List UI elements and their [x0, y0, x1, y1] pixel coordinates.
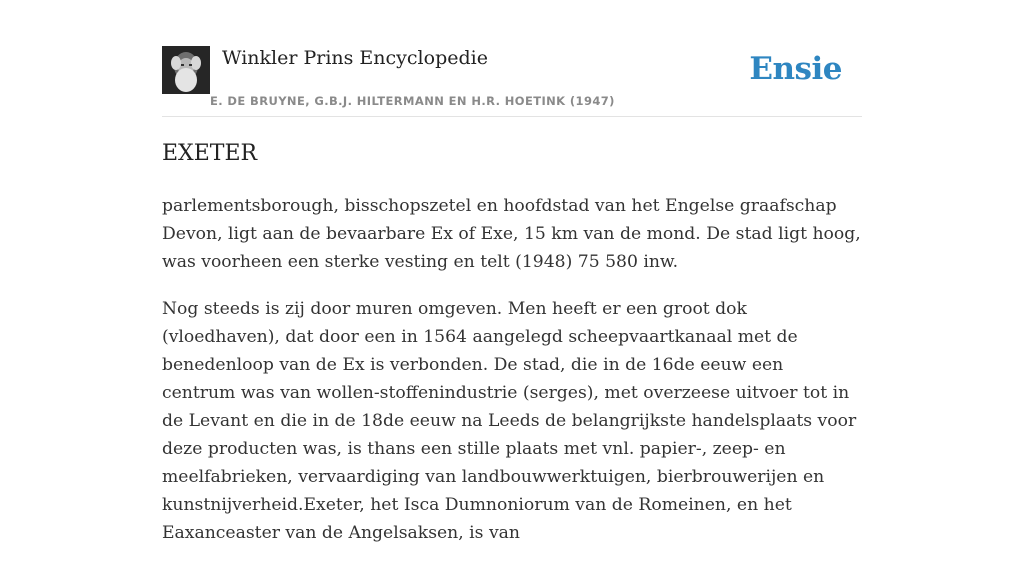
publication-title[interactable]: Winkler Prins Encyclopedie — [222, 47, 488, 69]
entry-body — [162, 192, 862, 566]
entry-paragraph: Nog steeds is zij door muren omgeven. Men heeft er een groot dok (vloedhaven), dat door een in 1564 aangelegd scheepvaartkanaal met de benedenloop van de Ex is verbonden. De stad, die in de 16de eeuw een centrum was van wollen-stoffenindustrie (serges), met overzeese uitvoer tot in de Levant en die in de 18de eeuw na Leeds de belangrijkste handelsplaats voor deze producten was, is thans een stille plaats met vnl. papier-, zeep- en meelfabrieken, vervaardiging van landbouwwerktuigen, bierbrouwerijen en kunstnijverheid.Exeter, het Isca Dumnoniorum van de Romeinen, en het Eaxanceaster van de Angelsaksen, is van — [162, 299, 857, 543]
author-portrait-icon — [162, 46, 210, 94]
publication-header — [162, 46, 862, 117]
author-avatar[interactable] — [162, 46, 210, 94]
entry-paragraph: parlementsborough, bisschopszetel en hoofdstad van het Engelse graafschap Devon, ligt aan de bevaarbare Ex of Exe, 15 km van de mond. De stad ligt hoog, was voorheen een sterke vesting en telt (1948) 75 580 inw. — [162, 196, 861, 272]
entry-title: EXETER — [162, 141, 258, 166]
publication-authors: E. DE BRUYNE, G.B.J. HILTERMANN EN H.R. HOETINK (1947) — [210, 94, 615, 108]
ensie-logo-link[interactable]: Ensie — [749, 51, 842, 87]
